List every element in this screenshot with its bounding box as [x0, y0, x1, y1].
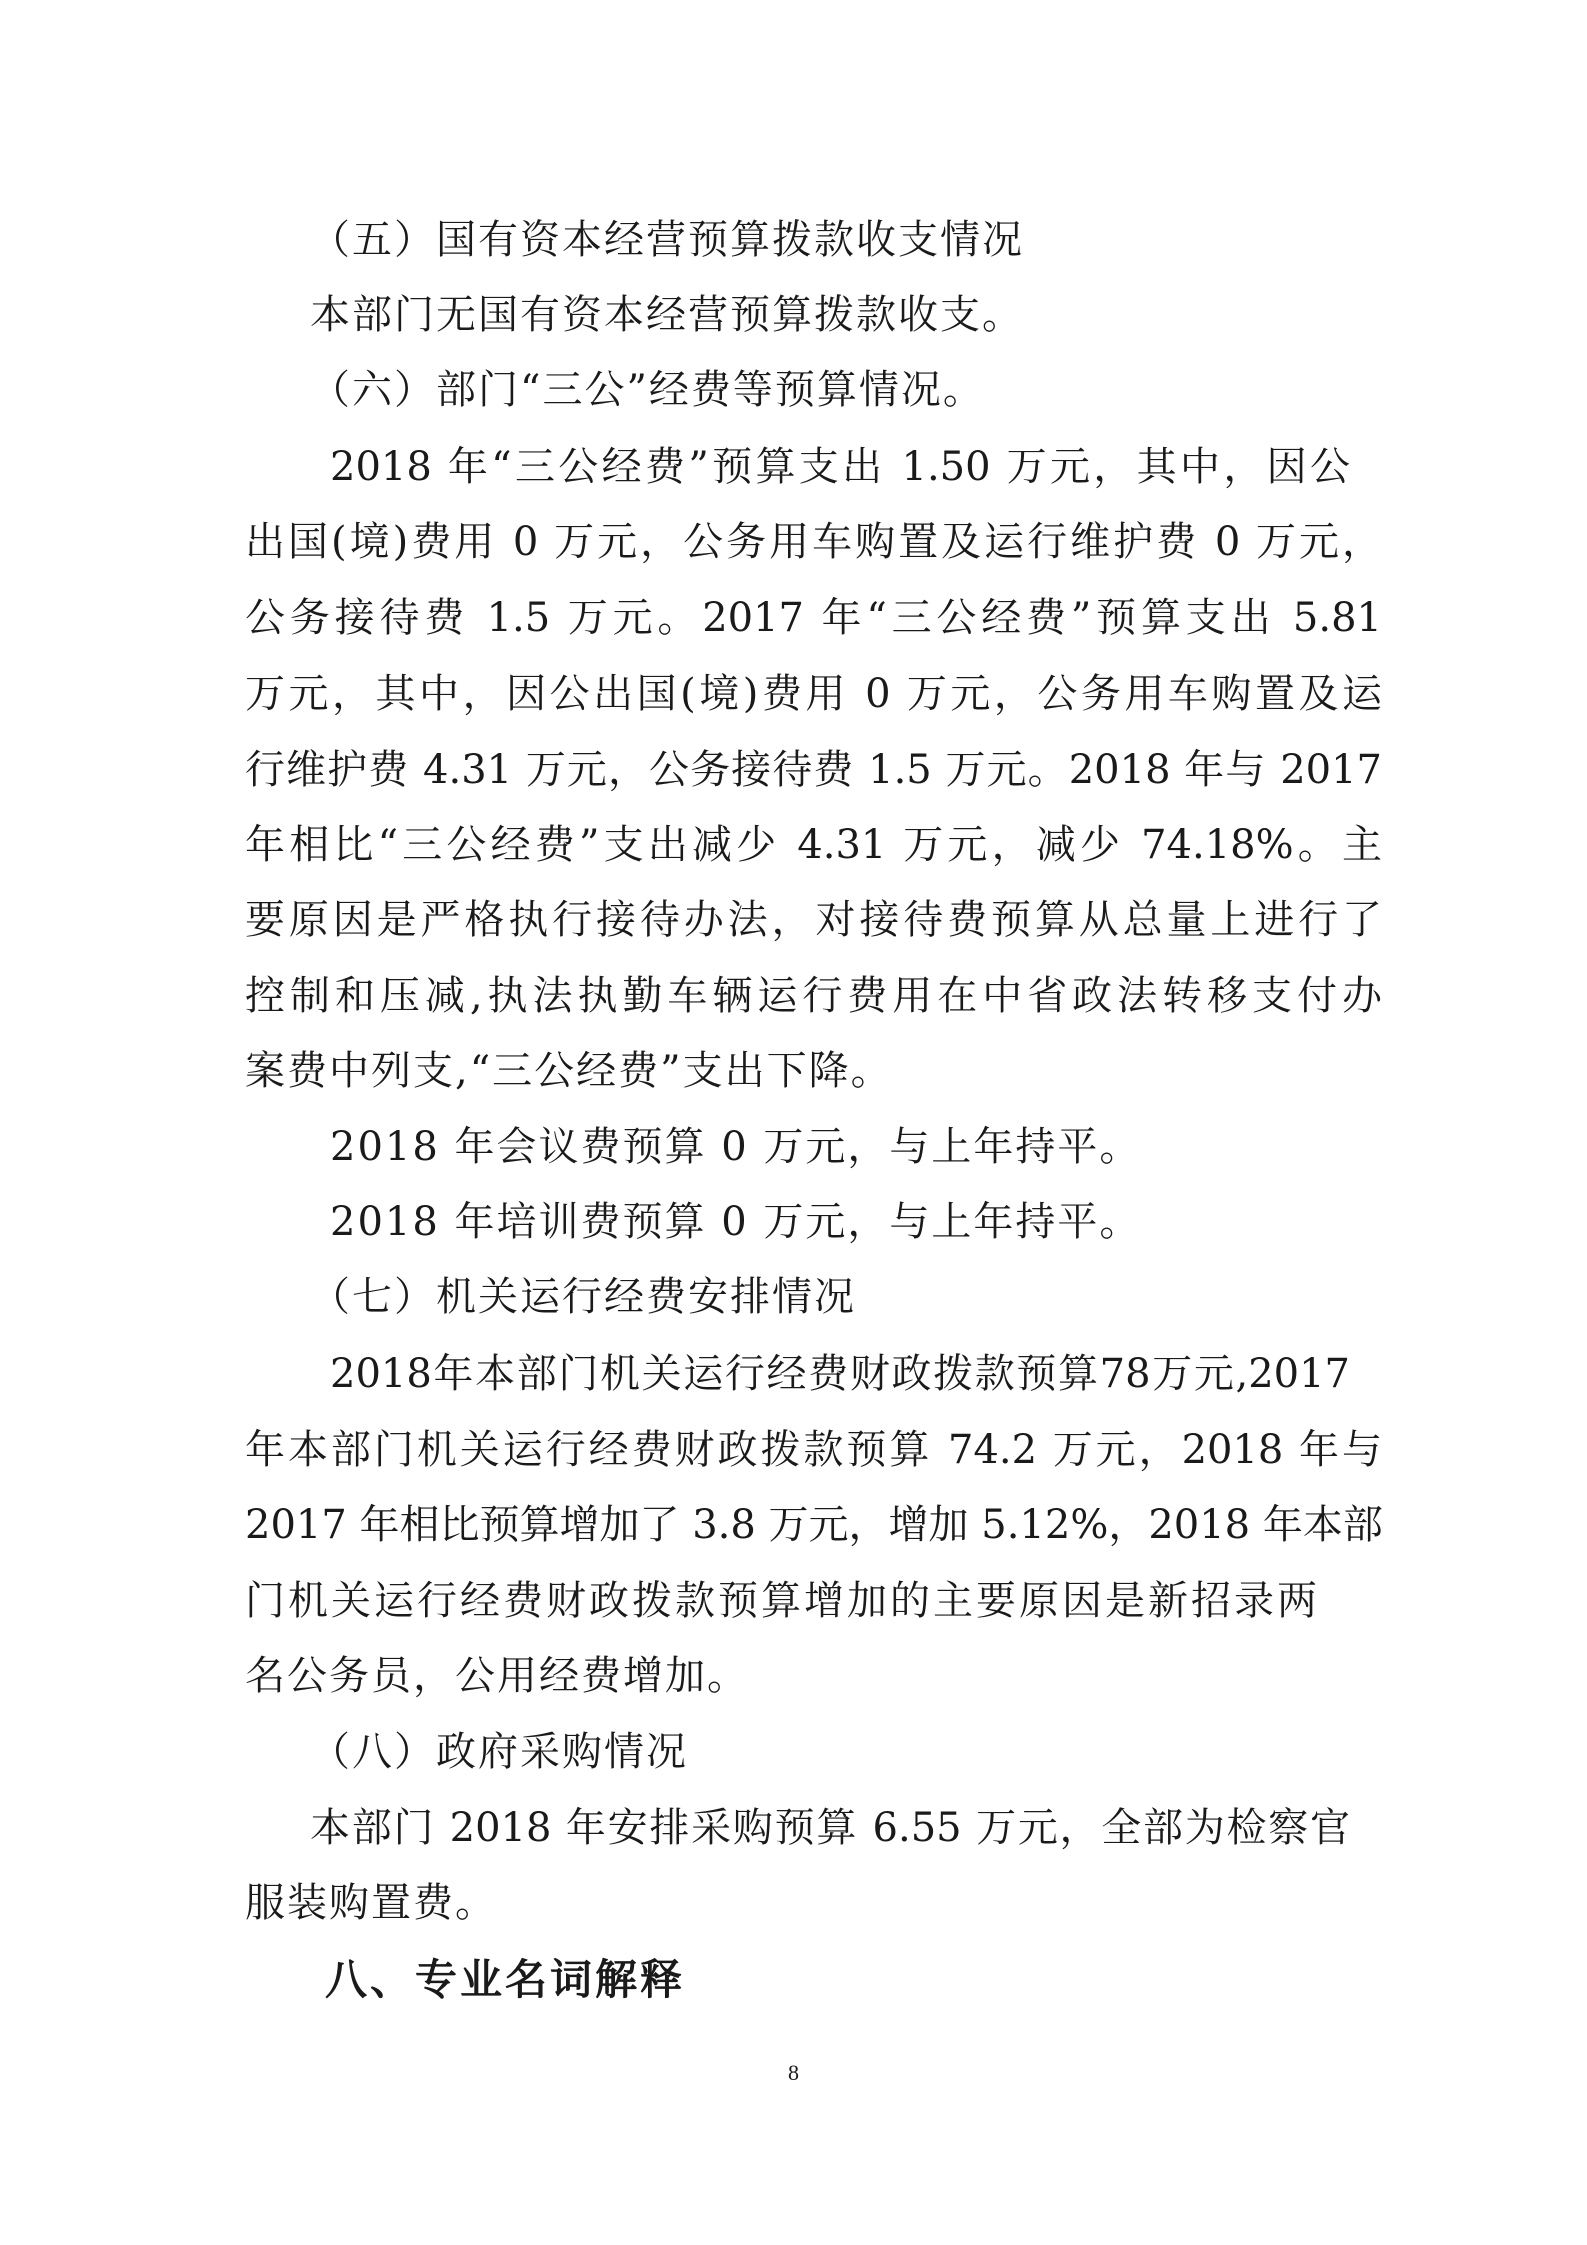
paragraph-line: 案费中列支,“三公经费”支出下降。: [245, 1048, 893, 1094]
paragraph-line: 2017 年相比预算增加了 3.8 万元，增加 5.12%，2018 年本部: [245, 1502, 1383, 1548]
section-heading-5: （五）国有资本经营预算拨款收支情况: [310, 217, 1024, 263]
paragraph-line: 本部门无国有资本经营预算拨款收支。: [310, 292, 1024, 338]
paragraph-line: 年本部门机关运行经费财政拨款预算 74.2 万元，2018 年与: [245, 1427, 1382, 1473]
paragraph-line: 年相比“三公经费”支出减少 4.31 万元，减少 74.18%。主: [245, 822, 1382, 868]
paragraph-line: 2018 年培训费预算 0 万元，与上年持平。: [330, 1199, 1142, 1245]
paragraph-line: 服装购置费。: [245, 1880, 497, 1926]
paragraph-line: 行维护费 4.31 万元，公务接待费 1.5 万元。2018 年与 2017: [245, 747, 1382, 793]
paragraph-line: 名公务员，公用经费增加。: [245, 1653, 749, 1699]
section-heading-8: （八）政府采购情况: [310, 1729, 688, 1775]
paragraph-line: 2018 年会议费预算 0 万元，与上年持平。: [330, 1124, 1142, 1170]
page-number: 8: [788, 2060, 799, 2085]
paragraph-line: 2018年本部门机关运行经费财政拨款预算78万元,2017: [330, 1351, 1350, 1397]
paragraph-line: 公务接待费 1.5 万元。2017 年“三公经费”预算支出 5.81: [245, 595, 1382, 641]
paragraph-line: 2018 年“三公经费”预算支出 1.50 万元，其中，因公: [330, 444, 1350, 490]
paragraph-line: 门机关运行经费财政拨款预算增加的主要原因是新招录两: [245, 1578, 1320, 1624]
paragraph-line: 要原因是严格执行接待办法，对接待费预算从总量上进行了: [245, 897, 1382, 943]
section-heading-7: （七）机关运行经费安排情况: [310, 1274, 856, 1320]
section-heading-6: （六）部门“三公”经费等预算情况。: [310, 367, 985, 413]
paragraph-line: 万元，其中，因公出国(境)费用 0 万元，公务用车购置及运: [245, 671, 1382, 717]
paragraph-line: 出国(境)费用 0 万元，公务用车购置及运行维护费 0 万元，: [245, 519, 1382, 565]
paragraph-line: 本部门 2018 年安排采购预算 6.55 万元，全部为检察官: [310, 1805, 1350, 1851]
paragraph-line: 控制和压减,执法执勤车辆运行费用在中省政法转移支付办: [245, 973, 1382, 1019]
chapter-heading: 八、专业名词解释: [325, 1955, 686, 2004]
